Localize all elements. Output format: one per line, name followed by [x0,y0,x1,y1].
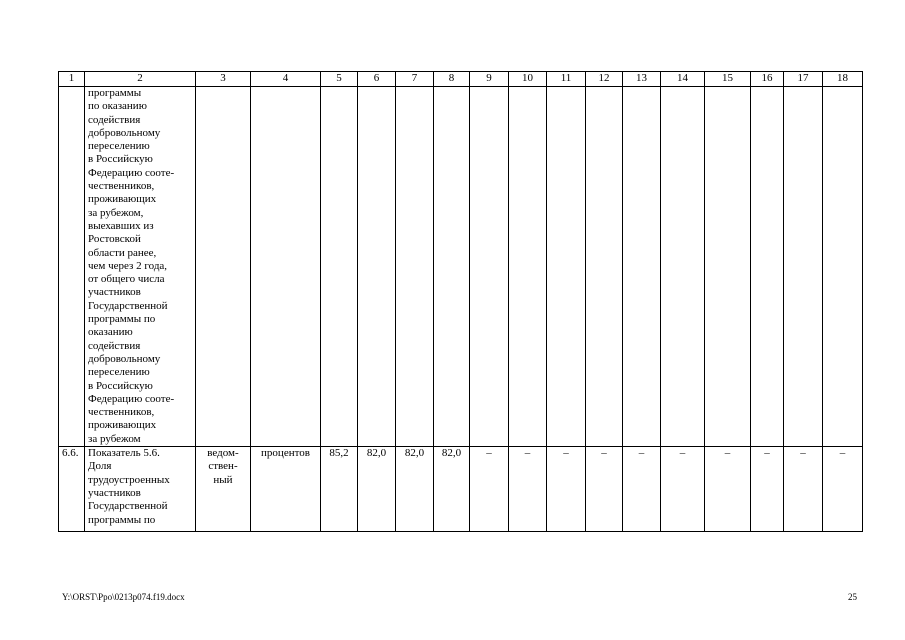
dash-cell: – [751,447,784,532]
col-header-18: 18 [823,72,863,87]
col-header-13: 13 [623,72,661,87]
value-col-6: 82,0 [358,447,396,532]
empty-cell [661,87,705,447]
indicator-name: Показатель 5.6. Доля трудоустроенных участников Государственной программы по [85,447,196,532]
empty-cell [623,87,661,447]
col-header-7: 7 [396,72,434,87]
col-header-11: 11 [547,72,586,87]
empty-cell [470,87,509,447]
footer-file-path: Y:\ORST\Ppo\0213p074.f19.docx [62,592,185,602]
continuation-row [59,87,863,447]
table-row [59,447,863,532]
dash-cell: – [705,447,751,532]
col-header-10: 10 [509,72,547,87]
dash-cell: – [623,447,661,532]
row-number: 6.6. [59,447,85,532]
col-header-1: 1 [59,72,85,87]
value-col-7: 82,0 [396,447,434,532]
empty-cell [547,87,586,447]
value-col-8: 82,0 [434,447,470,532]
dash-cell: – [470,447,509,532]
dash-cell: – [661,447,705,532]
col-header-17: 17 [784,72,823,87]
empty-cell [196,87,251,447]
empty-cell [59,87,85,447]
col-header-2: 2 [85,72,196,87]
indicator-type: ведом- ствен- ный [196,447,251,532]
dash-cell: – [547,447,586,532]
col-header-16: 16 [751,72,784,87]
dash-cell: – [784,447,823,532]
col-header-5: 5 [321,72,358,87]
dash-cell: – [586,447,623,532]
col-header-3: 3 [196,72,251,87]
value-col-5: 85,2 [321,447,358,532]
empty-cell [705,87,751,447]
col-header-6: 6 [358,72,396,87]
empty-cell [434,87,470,447]
col-header-9: 9 [470,72,509,87]
empty-cell [784,87,823,447]
empty-cell [321,87,358,447]
col-header-4: 4 [251,72,321,87]
header-row [59,72,863,87]
unit-cell: процентов [251,447,321,532]
empty-cell [509,87,547,447]
indicator-table [58,71,863,532]
empty-cell [396,87,434,447]
empty-cell [823,87,863,447]
page-number: 25 [848,592,857,602]
col-header-15: 15 [705,72,751,87]
empty-cell [586,87,623,447]
dash-cell: – [509,447,547,532]
continuation-text: программы по оказанию содействия добровольному переселению в Российскую Федерацию сооте- чественников, проживающих за рубежом, выехавших из Ростовской области ранее, чем через 2 года, от общего числа участников Государственной программы по оказанию содействия добровольному переселению в Российскую Федерацию сооте- чественников, проживающих за рубежом [85,87,196,447]
col-header-14: 14 [661,72,705,87]
dash-cell: – [823,447,863,532]
col-header-8: 8 [434,72,470,87]
col-header-12: 12 [586,72,623,87]
empty-cell [751,87,784,447]
empty-cell [358,87,396,447]
empty-cell [251,87,321,447]
